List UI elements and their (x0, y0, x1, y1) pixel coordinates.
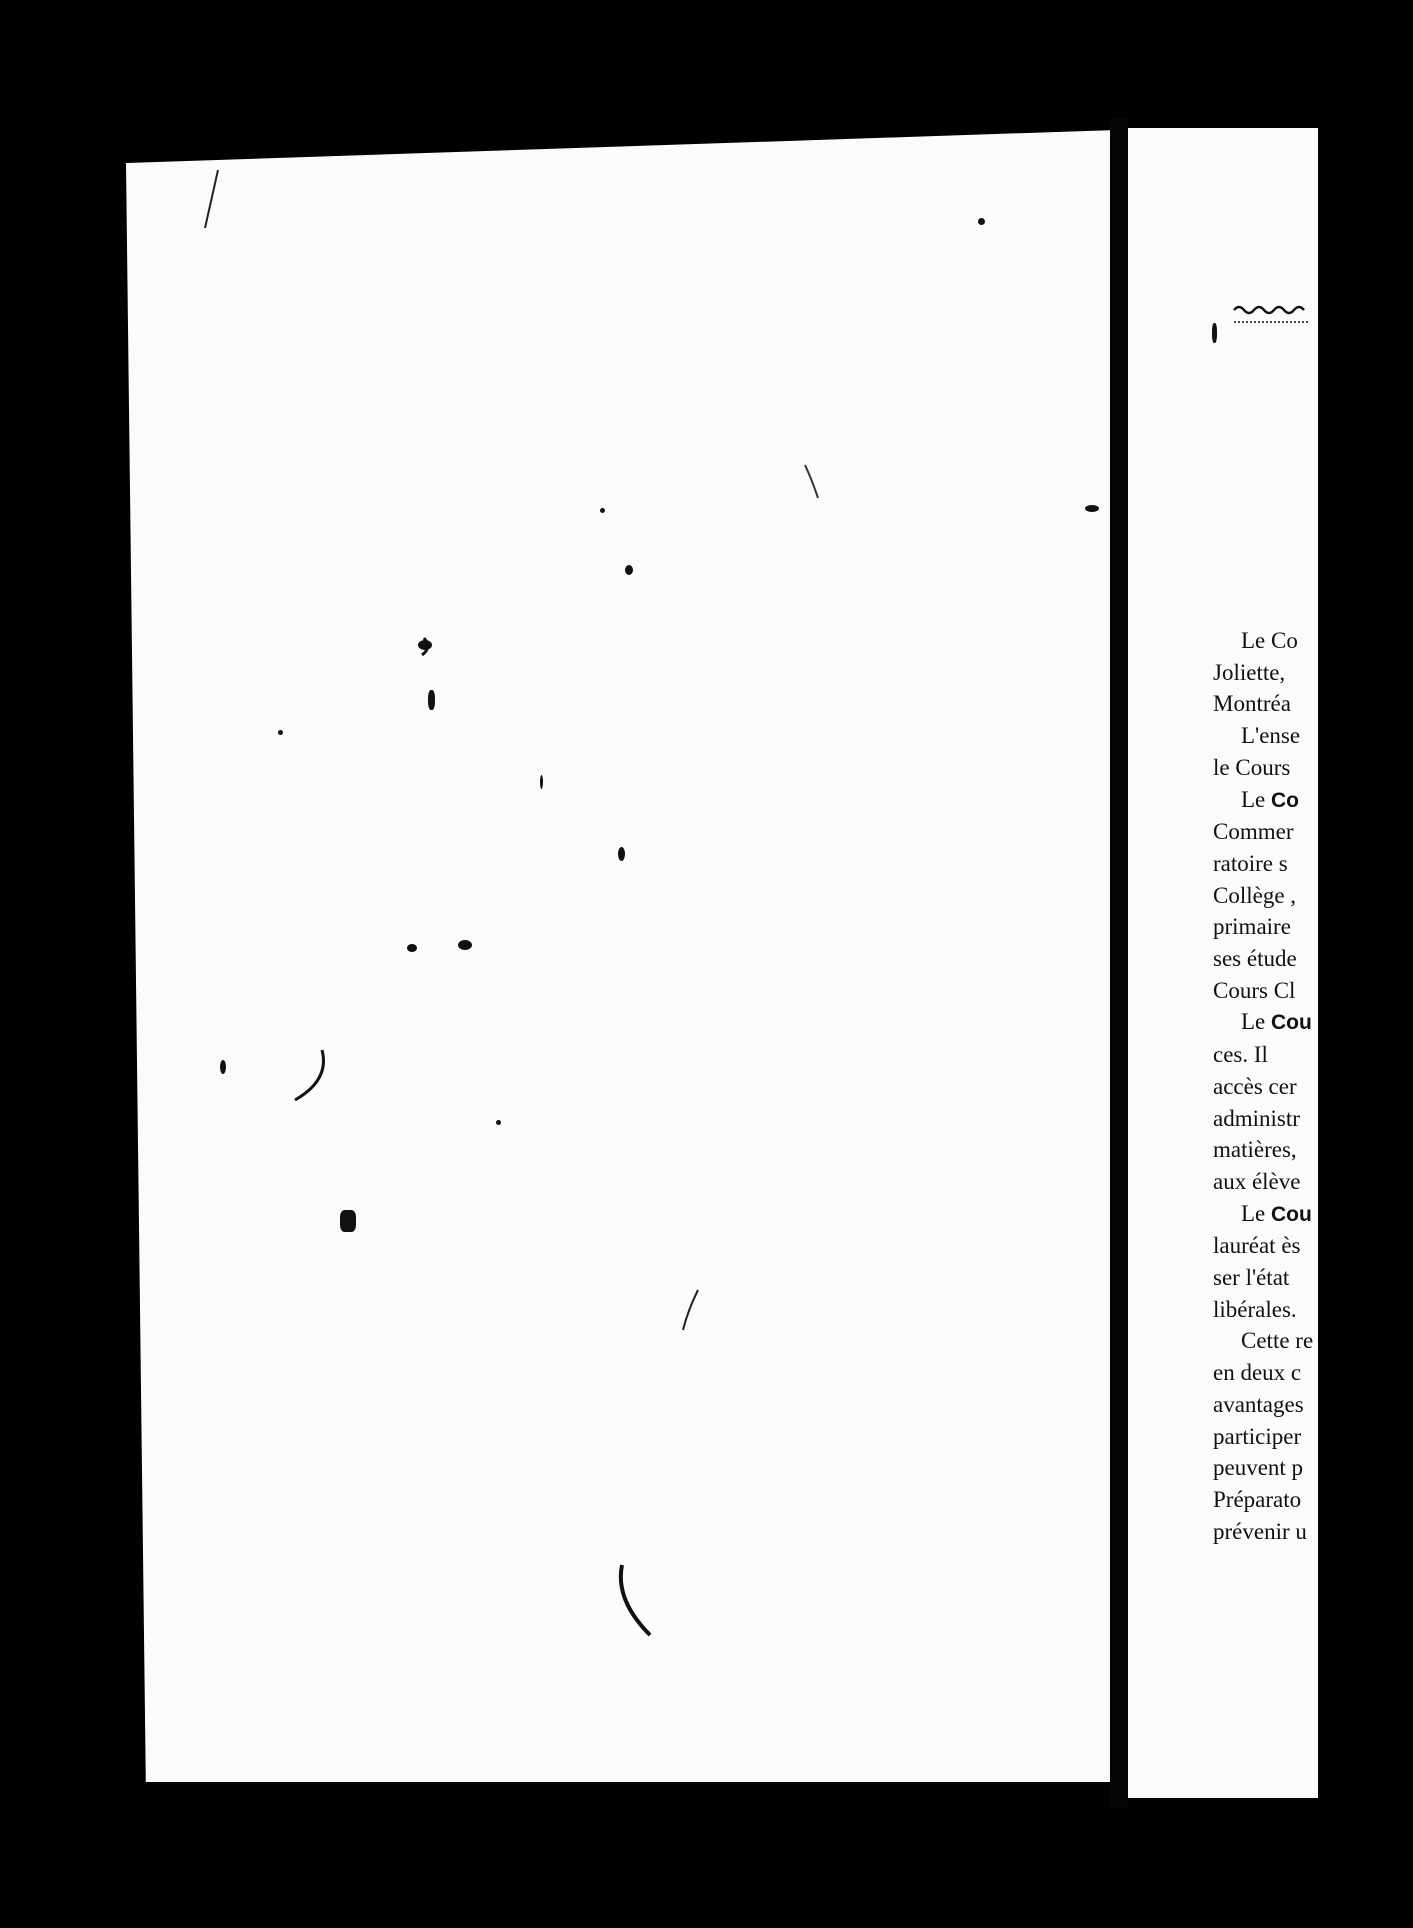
text-line-content: lauréat ès (1213, 1233, 1301, 1259)
text-line (1213, 1006, 1413, 1039)
text-line (1213, 1294, 1413, 1326)
text-line (1213, 1484, 1413, 1516)
text-line (1213, 784, 1413, 817)
text-line-content: avantages (1213, 1391, 1304, 1417)
text-line-content: Le (1241, 1009, 1272, 1035)
right-page-text (1213, 625, 1413, 1547)
text-line-content: Le (1241, 786, 1272, 812)
text-line-content: Joliette, (1213, 659, 1286, 685)
text-line-content: participer (1213, 1423, 1302, 1449)
text-line-content: accès cer (1213, 1073, 1297, 1099)
text-line-content: Préparato (1213, 1486, 1302, 1512)
text-line (1213, 720, 1413, 752)
text-line (1213, 943, 1413, 975)
text-line (1213, 752, 1413, 784)
text-line (1213, 1103, 1413, 1135)
text-line-content: ser l'état (1213, 1265, 1290, 1291)
dust-speck (1212, 323, 1217, 343)
text-line (1213, 816, 1413, 848)
text-line (1213, 1198, 1413, 1231)
text-line-content: libérales. (1213, 1296, 1297, 1322)
text-line (1213, 1389, 1413, 1421)
text-line (1213, 911, 1413, 943)
text-line-content: Commer (1213, 819, 1294, 845)
text-line (1213, 1166, 1413, 1198)
text-line-content: Cette re (1241, 1328, 1314, 1354)
text-line (1213, 1134, 1413, 1166)
text-line (1213, 1325, 1413, 1357)
text-line (1213, 1452, 1413, 1484)
text-line-content: ses étude (1213, 946, 1297, 972)
text-line-content: matières, (1213, 1137, 1297, 1163)
text-line (1213, 657, 1413, 689)
text-line-content: peuvent p (1213, 1455, 1304, 1481)
page-gutter (1110, 118, 1128, 1808)
text-line-content: ces. Il (1213, 1042, 1268, 1068)
text-line-content: Montréa (1213, 691, 1291, 717)
text-line (1213, 1421, 1413, 1453)
wave-ornament-icon (1230, 300, 1310, 330)
text-line (1213, 688, 1413, 720)
text-line (1213, 1039, 1413, 1071)
text-line-content: prévenir u (1213, 1518, 1307, 1544)
text-line (1213, 1516, 1413, 1548)
text-line-content: ratoire s (1213, 850, 1288, 876)
text-line-bold: Cou (1271, 1011, 1312, 1035)
text-line-content: en deux c (1213, 1360, 1302, 1386)
text-line-bold: Cou (1271, 1202, 1312, 1226)
text-line (1213, 975, 1413, 1007)
text-line (1213, 880, 1413, 912)
text-line-content: Collège , (1213, 882, 1297, 908)
text-line (1213, 1262, 1413, 1294)
text-line (1213, 1357, 1413, 1389)
text-line-content: aux élève (1213, 1168, 1301, 1194)
text-line (1213, 848, 1413, 880)
text-line (1213, 1230, 1413, 1262)
text-line-content: administr (1213, 1105, 1300, 1131)
text-line (1213, 1071, 1413, 1103)
text-line-content: Le Co (1241, 628, 1298, 653)
text-line (1213, 625, 1413, 657)
text-line-content: L'ense (1241, 723, 1301, 749)
text-line-content: Cours Cl (1213, 977, 1296, 1003)
text-line-content: primaire (1213, 914, 1291, 940)
text-line-content: le Cours (1213, 754, 1291, 780)
text-line-content: Le (1241, 1200, 1272, 1226)
text-line-bold: Co (1271, 788, 1300, 812)
